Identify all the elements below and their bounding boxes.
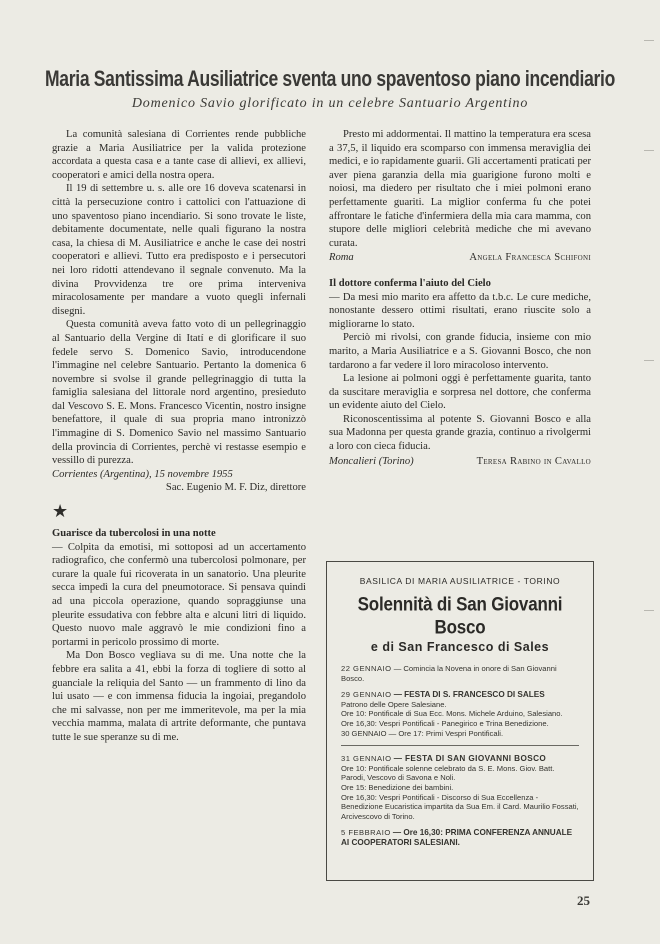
signature-line — [329, 251, 591, 265]
margin-mark — [644, 40, 654, 41]
event-text: — Comincia la Novena in onore di San Giovanni Bosco. — [341, 664, 557, 683]
paragraph: Perciò mi rivolsi, con grande fiducia, insieme con mio marito, a Maria Ausiliatrice e a S. Giovanni Bosco, che non tardarono a far vedere il loro miracoloso intervento. — [329, 332, 591, 371]
box-title: Solennità di San Giovanni Bosco — [357, 593, 563, 638]
event-item — [341, 828, 579, 847]
signature-name: Angela Francesca Schifoni — [469, 252, 591, 264]
event-text: Patrono delle Opere Salesiane. — [341, 699, 447, 709]
paragraph: Presto mi addormentai. Il mattino la temperatura era scesa a 37,5, il liquido era scomparso con immensa meraviglia dei medici, e io rapidamente guarii. Gli accertamenti praticati per aver piena garanzia della mia guarigione furono molti e noiosi, ma diedero per risultato che i miei polmoni erano perfettamente guariti. La miglior conferma fu che potei affrontare le fatiche d'infermiera della mia cara mamma, con stupore delle migliori celebrità mediche che mi avevano curata. — [329, 129, 591, 249]
margin-mark — [644, 150, 654, 151]
signature-name: Teresa Rabino in Cavallo — [476, 455, 591, 467]
signature-place: Moncalieri (Torino) — [329, 455, 414, 467]
paragraph: Ma Don Bosco vegliava su di me. Una notte che la febbre era salita a 41, ebbi la forza di togliere di sotto al guanciale la reliquia del Santo — un frammento di lino da lui usato — e con immensa fiducia la ingoiai, pregandolo che mi salvasse, non per me immeritevole, ma per la mia vecchia mamma, malata di artrite deformante, che puntava tutte le sue speranze su di me. — [52, 650, 306, 743]
signature-line — [329, 455, 591, 469]
event-text: 30 GENNAIO — Ore 17: Primi Vespri Pontificali. — [341, 728, 504, 738]
paragraph: Questa comunità aveva fatto voto di un pellegrinaggio al Santuario della Vergine di Itatí e di glorificare il suo fedele servo S. Domenico Savio, introducendone l'immagine nel celebre Santuario. Pertanto la domenica 6 novembre si svolse il grande pellegrinaggio di tutta la famiglia salesiana del littorale nord argentino, presieduto dal Vescovo S. E. Mons. Francesco Vicentin, nostro insigne benefattore, il quale di sua propria mano intronizzò l'immagine di S. Domenico Savio nel massimo Santuario della provincia di Corrientes, perchè vi restasse esempio e vessillo di purezza. — [52, 319, 306, 467]
paragraph: Riconoscentissima al potente S. Giovanni Bosco e alla sua Madonna per questa grande grazia, continuo a rivolgermi a loro con cieca fiducia. — [329, 413, 591, 453]
event-text: Ore 15: Benedizione dei bambini. — [341, 782, 454, 792]
event-item — [341, 754, 579, 821]
signature: Sac. Eugenio M. F. Diz, direttore — [165, 482, 306, 494]
paragraph: Il 19 di settembre u. s. alle ore 16 doveva scatenarsi in città la persecuzione contro i cattolici con l'attuazione di uno spaventoso piano incendiario. Si sono trovate le liste, debitamente documentate, nelle quali figurano la nostra casa, la chiesa di M. Ausiliatrice e anche le case dei nostri cooperatori e allievi. Tutto era predisposto e i persecutori nei loro ridotti attendevano il segnale convenuto. Ma la divina Provvidenza tre ore prima interveniva miracolosamente per mandare a vuoto quegli infernali disegni. — [52, 183, 306, 317]
article-subtitle: Domenico Savio glorificato in un celebre Santuario Argentino — [131, 96, 529, 111]
box-subtitle: e di San Francesco di Sales — [370, 640, 550, 654]
event-text: Ore 10: Pontificale solenne celebrato da S. E. Mons. Giov. Batt. Parodi, Vescovo di Savona e Noli. — [341, 763, 555, 783]
event-date: 31 GENNAIO — [341, 754, 392, 764]
right-column — [329, 128, 591, 468]
event-text: Ore 16,30: Vespri Pontificali - Panegirico e Trina Benedizione. — [341, 718, 549, 728]
page-number: 25 — [577, 893, 590, 908]
paragraph: La comunità salesiana di Corrientes rende pubbliche grazie a Maria Ausiliatrice per la valida protezione accordata a questa casa e a tante case di allievi, ex allievi, cooperatori e amici della nostra opera. — [52, 129, 306, 181]
signature-place: Roma — [329, 252, 354, 264]
box-divider — [341, 745, 579, 746]
paragraph: La lesione ai polmoni oggi è perfettamente guarita, tanto da suscitare meraviglia e sorpresa nel dottore, che conferma un evidente aiuto del Cielo. — [329, 373, 591, 412]
margin-mark — [644, 360, 654, 361]
margin-mark — [644, 610, 654, 611]
dateline: Corrientes (Argentina), 15 novembre 1955 — [52, 468, 233, 480]
section-title: Il dottore conferma l'aiuto del Cielo — [329, 277, 491, 289]
event-date: 22 GENNAIO — [341, 664, 392, 673]
event-item — [341, 664, 579, 683]
paragraph: — Da mesi mio marito era affetto da t.b.c. Le cure mediche, nonostante dessero ottimi risultati, erano riuscite solo a migliorarne lo stato. — [329, 291, 591, 330]
event-item — [341, 690, 579, 738]
box-header: BASILICA DI MARIA AUSILIATRICE - TORINO — [359, 576, 561, 586]
event-title: — FESTA DI S. FRANCESCO DI SALES — [393, 690, 545, 700]
star-icon: ★ — [52, 501, 69, 523]
event-date: 29 GENNAIO — [341, 690, 392, 700]
article-title: Maria Santissima Ausiliatrice sventa uno spaventoso piano incendiario — [45, 66, 615, 91]
event-date: 5 FEBBRAIO — [341, 828, 391, 838]
event-title: — Ore 16,30: PRIMA CONFERENZA ANNUALE AI COOPERATORI SALESIANI. — [341, 828, 573, 847]
left-column — [52, 128, 306, 745]
event-text: Ore 10: Pontificale di Sua Ecc. Mons. Michele Arduino, Salesiano. — [341, 709, 563, 719]
announcement-box — [326, 561, 594, 881]
section-title: Guarisce da tubercolosi in una notte — [52, 528, 216, 540]
paragraph: — Colpita da emotisi, mi sottoposi ad un accertamento radiografico, che confermò una tubercolosi polmonare, per curare la quale fui ricoverata in un sanatorio. Una pleurite secca impedì la cura del pneumotorace. Si pensava quindi ad una piccola operazione, quando sopraggiunse una pleurite essudativa con febbre alta e alcuni litri di liquido. Questo nuovo male aggravò le mie condizioni fino a portarmi in pericolo prossimo di morte. — [52, 541, 306, 648]
event-text: Ore 16,30: Vespri Pontificali - Discorso di Sua Eccellenza - Benedizione Eucaristica impartita da Sua Em. il Card. Maurilio Fossati, Arcivescovo di Torino. — [341, 792, 579, 821]
event-title: — FESTA DI SAN GIOVANNI BOSCO — [393, 754, 547, 764]
